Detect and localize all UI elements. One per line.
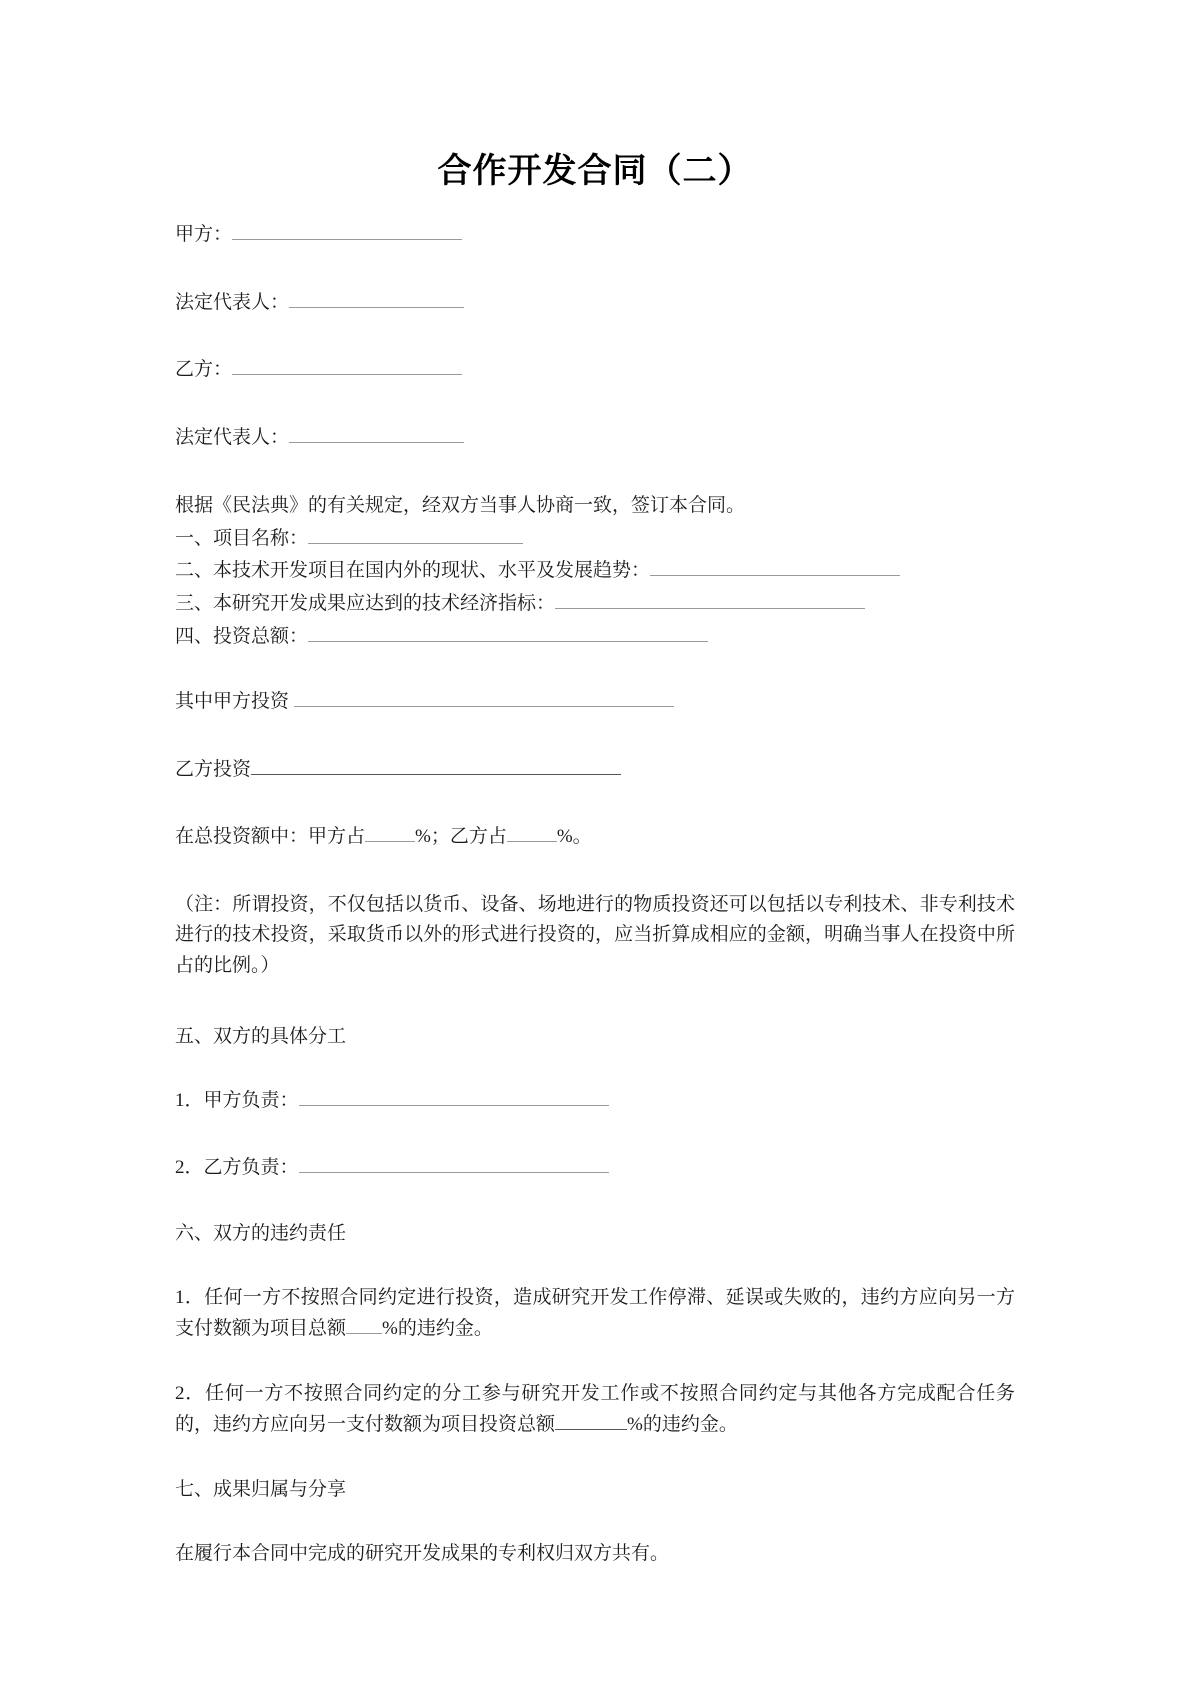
investment-share-party-b-blank[interactable] (507, 822, 557, 842)
section-five-heading: 五、双方的具体分工 (175, 1025, 347, 1047)
item-status-trend-num: 二、 (175, 560, 214, 582)
section-six-clause-2-text-b: %的违约金。 (627, 1413, 738, 1435)
item-tech-indicators (175, 588, 1015, 621)
section-six-clause-2-blank[interactable] (555, 1410, 627, 1430)
field-investment-share (175, 822, 1015, 851)
section-seven-heading: 七、成果归属与分享 (175, 1478, 347, 1500)
item-total-investment-blank[interactable] (308, 622, 708, 642)
item-total-investment-label: 投资总额： (213, 625, 309, 647)
field-party-a-legal-rep-label: 法定代表人： (175, 291, 290, 313)
item-status-trend (175, 555, 1015, 588)
preamble-text: 根据《民法典》的有关规定，经双方当事人协商一致，签订本合同。 (175, 494, 746, 516)
section-six-clause-1 (175, 1283, 1015, 1345)
field-party-a-investment-blank[interactable] (294, 687, 674, 707)
item-project-name (175, 523, 1015, 556)
section-six-clause-2 (175, 1379, 1015, 1441)
field-party-a-blank[interactable] (232, 220, 462, 240)
item-tech-indicators-num: 三、 (175, 592, 214, 614)
field-party-b-investment-label: 乙方投资 (175, 758, 252, 780)
page-title: 合作开发合同（二） (437, 153, 753, 190)
field-party-b-legal-rep-blank[interactable] (289, 423, 464, 443)
section-five-item-party-b-num: 2． (175, 1156, 204, 1178)
field-party-b (175, 355, 1015, 384)
section-five-item-party-a-blank[interactable] (299, 1086, 609, 1106)
section-seven-body: 在履行本合同中完成的研究开发成果的专利权归双方共有。 (175, 1542, 670, 1564)
investment-note: （注：所谓投资，不仅包括以货币、设备、场地进行的物质投资还可以包括以专利技术、非专利技术进行的技术投资，采取货币以外的形式进行投资的，应当折算成相应的金额，明确当事人在投资中所占的比例。） (175, 893, 1015, 977)
item-total-investment (175, 621, 1015, 654)
field-party-a-investment (175, 687, 1015, 716)
investment-share-prefix: 在总投资额中：甲方占 (175, 826, 366, 848)
section-five-item-party-a (175, 1086, 1015, 1116)
section-six-heading: 六、双方的违约责任 (175, 1223, 347, 1245)
field-party-a-investment-label: 其中甲方投资 (175, 691, 290, 713)
section-five-item-party-a-label: 甲方负责： (203, 1090, 299, 1112)
field-party-b-investment (175, 755, 1015, 784)
field-party-a-legal-rep (175, 288, 1015, 317)
item-project-name-label: 项目名称： (213, 527, 309, 549)
item-project-name-blank[interactable] (308, 524, 523, 544)
field-party-b-label: 乙方： (175, 359, 233, 381)
item-tech-indicators-blank[interactable] (555, 589, 865, 609)
field-party-a-legal-rep-blank[interactable] (289, 288, 464, 308)
item-project-name-num: 一、 (175, 527, 214, 549)
investment-share-party-a-blank[interactable] (365, 822, 415, 842)
section-five-item-party-b (175, 1153, 1015, 1183)
field-party-b-investment-blank[interactable] (251, 755, 621, 775)
section-six-clause-1-text-a: 1．任何一方不按照合同约定进行投资，造成研究开发工作停滞、延误或失败的，违约方应向另一方支付数额为项目总额 (175, 1287, 1015, 1340)
section-six-clause-2-text-a: 2．任何一方不按照合同约定的分工参与研究开发工作或不按照合同约定与其他各方完成配合任务的，违约方应向另一支付数额为项目投资总额 (175, 1383, 1015, 1435)
investment-share-suffix: %。 (556, 826, 592, 848)
section-five-item-party-b-label: 乙方负责： (203, 1156, 299, 1178)
section-six-clause-1-text-b: %的违约金。 (382, 1318, 493, 1340)
section-five-item-party-b-blank[interactable] (299, 1153, 609, 1173)
item-status-trend-blank[interactable] (650, 556, 900, 576)
item-status-trend-label: 本技术开发项目在国内外的现状、水平及发展趋势： (213, 560, 651, 582)
field-party-a (175, 220, 1015, 249)
item-tech-indicators-label: 本研究开发成果应达到的技术经济指标： (213, 592, 556, 614)
investment-share-mid: %；乙方占 (415, 826, 507, 848)
item-total-investment-num: 四、 (175, 625, 214, 647)
field-party-b-legal-rep (175, 423, 1015, 452)
section-six-clause-1-blank[interactable] (346, 1314, 382, 1334)
section-five-item-party-a-num: 1． (175, 1090, 204, 1112)
field-party-b-blank[interactable] (232, 355, 462, 375)
field-party-a-label: 甲方： (175, 224, 233, 246)
preamble-block (175, 490, 1015, 653)
field-party-b-legal-rep-label: 法定代表人： (175, 426, 290, 448)
